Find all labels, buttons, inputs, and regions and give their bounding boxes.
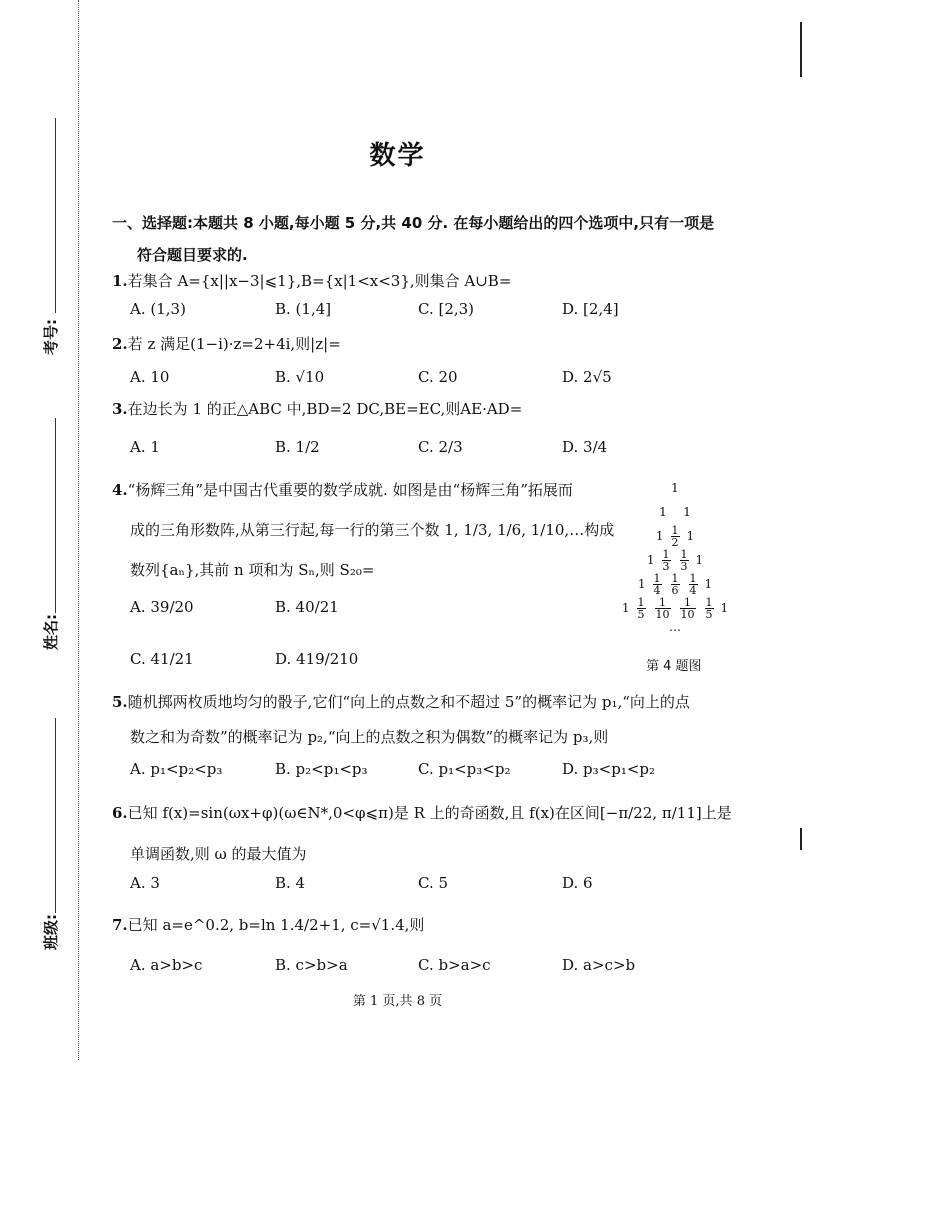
question-text: 若 z 满足(1−i)·z=2+4i,则|z|= [127,335,341,353]
question-5-line1 [112,691,690,712]
section-heading-line1: 一、选择题:本题共 8 小题,每小题 5 分,共 40 分. 在每小题给出的四个选项中,只有一项是 [112,214,715,232]
option-c: C. b>a>c [418,956,491,974]
triangle-row: 1 $\frac{1}{4}$ $\frac{1}{6}$ $\frac{1}{4}$ 1 [637,571,713,597]
question-text: 若集合 A={x||x−3|⩽1},B={x|1<x<3},则集合 A∪B= [127,272,512,290]
question-number: 5. [112,693,128,711]
option-a: A. a>b>c [130,956,203,974]
option-d: D. 2√5 [562,368,612,386]
option-a: A. 10 [130,368,170,386]
option-a: A. 39/20 [130,598,194,616]
question-number: 7. [112,916,128,934]
scan-edge-mark [800,22,802,77]
question-5-line2: 数之和为奇数”的概率记为 p₂,“向上的点数之积为偶数”的概率记为 p₃,则 [130,728,609,746]
name-underline [55,418,56,613]
option-b: B. 40/21 [275,598,339,616]
exam-number-label: 考号: [42,319,60,355]
question-3 [112,398,522,419]
triangle-row: 1 $\frac{1}{3}$ $\frac{1}{3}$ 1 [646,547,704,573]
name-label: 姓名: [42,614,60,650]
page-footer: 第 1 页,共 8 页 [352,994,443,1009]
option-c: C. [2,3) [418,300,475,318]
class-label: 班级: [42,914,60,950]
triangle-row: 1 $\frac{1}{2}$ 1 [655,523,695,549]
question-text: 随机掷两枚质地均匀的骰子,它们“向上的点数之和不超过 5”的概率记为 p₁,“向上的点 [127,693,690,711]
option-a: A. 1 [130,438,160,456]
option-c: C. 20 [418,368,458,386]
option-c: C. 41/21 [130,650,194,668]
triangle-ellipsis: … [669,620,681,634]
question-1 [112,270,511,291]
triangle-row: 1 $\frac{1}{5}$ $\frac{1}{10}$ $\frac{1}{10}$ $\frac{1}{5}$ 1 [621,595,729,621]
yanghui-triangle-figure [620,476,730,634]
section-heading [112,207,752,271]
question-number: 2. [112,335,128,353]
option-d: D. a>c>b [562,956,636,974]
option-c: C. 2/3 [418,438,463,456]
option-a: A. p₁<p₂<p₃ [130,760,223,778]
question-6-line1 [112,802,732,823]
scan-edge-mark [800,828,802,850]
question-7 [112,914,424,935]
question-number: 3. [112,400,128,418]
option-b: B. 4 [275,874,306,892]
question-number: 1. [112,272,128,290]
option-b: B. (1,4] [275,300,332,318]
option-b: B. 1/2 [275,438,320,456]
question-text: “杨辉三角”是中国古代重要的数学成就. 如图是由“杨辉三角”拓展而 [127,481,573,499]
question-text: 在边长为 1 的正△ABC 中,BD=2 DC,BE=EC,则AE·AD= [127,400,523,418]
class-underline [55,718,56,913]
page-title: 数学 [369,141,426,171]
option-b: B. √10 [275,368,325,386]
section-heading-line2: 符合题目要求的. [137,246,248,264]
triangle-row: 1 [671,481,679,495]
option-a: A. 3 [130,874,160,892]
question-2 [112,333,341,354]
option-d: D. 419/210 [275,650,359,668]
option-d: D. p₃<p₁<p₂ [562,760,656,778]
option-c: C. 5 [418,874,449,892]
option-d: D. 6 [562,874,593,892]
option-a: A. (1,3) [130,300,186,318]
question-4-line1 [112,479,573,500]
option-d: D. 3/4 [562,438,608,456]
option-b: B. p₂<p₁<p₃ [275,760,368,778]
question-4-line3: 数列{aₙ},其前 n 项和为 Sₙ,则 S₂₀= [130,561,375,579]
triangle-row: 1 1 [659,505,691,519]
question-text: 已知 f(x)=sin(ωx+φ)(ω∈N*,0<φ⩽π)是 R 上的奇函数,且 f(x)在区间[−π/22, π/11]上是 [127,804,732,822]
option-b: B. c>b>a [275,956,348,974]
question-number: 4. [112,481,128,499]
figure-caption: 第 4 题图 [646,659,702,674]
question-text: 已知 a=e^0.2, b=ln 1.4/2+1, c=√1.4,则 [127,916,425,934]
option-c: C. p₁<p₃<p₂ [418,760,511,778]
question-number: 6. [112,804,128,822]
option-d: D. [2,4] [562,300,619,318]
question-4-line2: 成的三角形数阵,从第三行起,每一行的第三个数 1, 1/3, 1/6, 1/10,…构成 [130,521,615,539]
question-6-line2: 单调函数,则 ω 的最大值为 [130,845,307,863]
